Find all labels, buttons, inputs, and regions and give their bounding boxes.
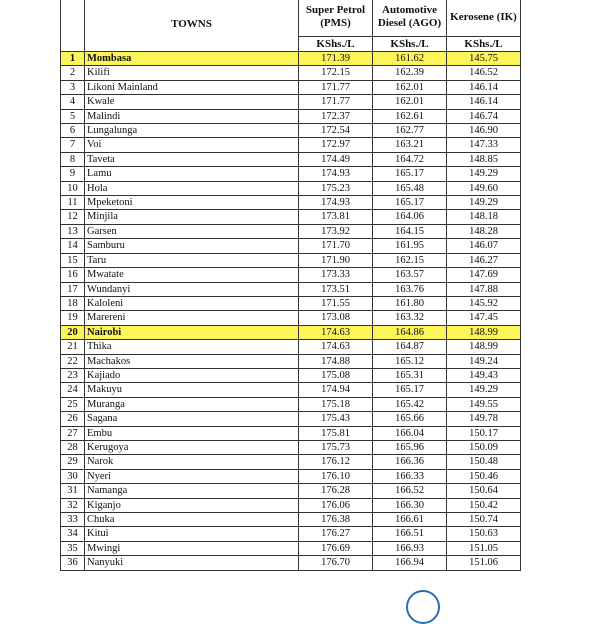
pms-price: 174.63 <box>299 340 373 354</box>
pms-price: 171.39 <box>299 52 373 66</box>
ago-price: 164.72 <box>373 152 447 166</box>
row-number: 27 <box>61 426 85 440</box>
row-number: 34 <box>61 527 85 541</box>
pms-price: 176.38 <box>299 513 373 527</box>
table-row <box>61 325 521 339</box>
row-number: 4 <box>61 95 85 109</box>
ago-price: 162.39 <box>373 66 447 80</box>
town-name: Mpeketoni <box>85 196 299 210</box>
table-row <box>61 239 521 253</box>
table-row <box>61 296 521 310</box>
ik-price: 149.29 <box>447 167 521 181</box>
row-number: 20 <box>61 325 85 339</box>
ik-price: 147.45 <box>447 311 521 325</box>
logo-seal <box>406 590 440 624</box>
town-name: Garsen <box>85 224 299 238</box>
table-row <box>61 412 521 426</box>
row-number: 29 <box>61 455 85 469</box>
ik-price: 148.99 <box>447 340 521 354</box>
table-body <box>61 52 521 571</box>
ik-price: 146.74 <box>447 109 521 123</box>
town-name: Makuyu <box>85 383 299 397</box>
table-row <box>61 210 521 224</box>
row-number: 26 <box>61 412 85 426</box>
town-name: Marereni <box>85 311 299 325</box>
town-name: Kaloleni <box>85 296 299 310</box>
table-row <box>61 556 521 570</box>
town-name: Taru <box>85 253 299 267</box>
ik-price: 148.28 <box>447 224 521 238</box>
row-number: 25 <box>61 397 85 411</box>
pms-price: 176.69 <box>299 541 373 555</box>
town-name: Wundanyi <box>85 282 299 296</box>
table-row <box>61 455 521 469</box>
row-number: 23 <box>61 368 85 382</box>
pms-price: 175.81 <box>299 426 373 440</box>
row-number: 32 <box>61 498 85 512</box>
ik-price: 146.14 <box>447 95 521 109</box>
table-row <box>61 80 521 94</box>
table-row <box>61 224 521 238</box>
ik-price: 150.64 <box>447 484 521 498</box>
ik-price: 146.27 <box>447 253 521 267</box>
table-row <box>61 152 521 166</box>
ago-price: 162.01 <box>373 80 447 94</box>
ik-price: 146.52 <box>447 66 521 80</box>
fuel-price-table <box>60 0 521 571</box>
ik-price: 149.78 <box>447 412 521 426</box>
ik-price: 149.55 <box>447 397 521 411</box>
pms-price: 173.81 <box>299 210 373 224</box>
ik-price: 148.18 <box>447 210 521 224</box>
ik-price: 150.17 <box>447 426 521 440</box>
town-name: Malindi <box>85 109 299 123</box>
row-number: 31 <box>61 484 85 498</box>
town-name: Kilifi <box>85 66 299 80</box>
row-number: 10 <box>61 181 85 195</box>
ik-price: 146.90 <box>447 124 521 138</box>
ago-price: 166.94 <box>373 556 447 570</box>
pms-price: 171.70 <box>299 239 373 253</box>
pms-price: 176.12 <box>299 455 373 469</box>
ago-price: 166.51 <box>373 527 447 541</box>
unit-ik: KShs./L <box>447 37 521 52</box>
pms-price: 176.28 <box>299 484 373 498</box>
town-name: Nyeri <box>85 469 299 483</box>
pms-price: 174.88 <box>299 354 373 368</box>
ago-price: 162.61 <box>373 109 447 123</box>
row-number: 30 <box>61 469 85 483</box>
row-number: 35 <box>61 541 85 555</box>
table-row <box>61 484 521 498</box>
town-name: Minjila <box>85 210 299 224</box>
header-ik: Kerosene (IK) <box>447 0 521 37</box>
row-number: 14 <box>61 239 85 253</box>
ik-price: 151.06 <box>447 556 521 570</box>
pms-price: 173.51 <box>299 282 373 296</box>
ik-price: 150.48 <box>447 455 521 469</box>
town-name: Voi <box>85 138 299 152</box>
pms-price: 176.70 <box>299 556 373 570</box>
row-number: 17 <box>61 282 85 296</box>
table-row <box>61 340 521 354</box>
ago-price: 163.21 <box>373 138 447 152</box>
ago-price: 166.33 <box>373 469 447 483</box>
ik-price: 149.29 <box>447 383 521 397</box>
town-name: Kiganjo <box>85 498 299 512</box>
pms-price: 174.63 <box>299 325 373 339</box>
ik-price: 149.29 <box>447 196 521 210</box>
row-number: 3 <box>61 80 85 94</box>
town-name: Mwatate <box>85 268 299 282</box>
row-number: 1 <box>61 52 85 66</box>
ago-price: 165.48 <box>373 181 447 195</box>
town-name: Narok <box>85 455 299 469</box>
ago-price: 165.12 <box>373 354 447 368</box>
town-name: Embu <box>85 426 299 440</box>
town-name: Chuka <box>85 513 299 527</box>
town-name: Hola <box>85 181 299 195</box>
row-number: 18 <box>61 296 85 310</box>
table-row <box>61 181 521 195</box>
pms-price: 172.97 <box>299 138 373 152</box>
pms-price: 171.77 <box>299 95 373 109</box>
ago-price: 163.57 <box>373 268 447 282</box>
ago-price: 164.06 <box>373 210 447 224</box>
row-number: 15 <box>61 253 85 267</box>
pms-price: 172.54 <box>299 124 373 138</box>
town-name: Taveta <box>85 152 299 166</box>
town-name: Lamu <box>85 167 299 181</box>
ago-price: 165.31 <box>373 368 447 382</box>
pms-price: 175.73 <box>299 440 373 454</box>
table-row <box>61 253 521 267</box>
town-name: Lungalunga <box>85 124 299 138</box>
row-number: 24 <box>61 383 85 397</box>
pms-price: 173.08 <box>299 311 373 325</box>
row-number: 19 <box>61 311 85 325</box>
pms-price: 176.27 <box>299 527 373 541</box>
town-name: Kitui <box>85 527 299 541</box>
town-name: Kajiado <box>85 368 299 382</box>
pms-price: 175.08 <box>299 368 373 382</box>
table-row <box>61 498 521 512</box>
ik-price: 150.09 <box>447 440 521 454</box>
row-number: 21 <box>61 340 85 354</box>
table-row <box>61 368 521 382</box>
pms-price: 172.37 <box>299 109 373 123</box>
table-row <box>61 52 521 66</box>
pms-price: 171.90 <box>299 253 373 267</box>
ik-price: 150.46 <box>447 469 521 483</box>
row-number: 33 <box>61 513 85 527</box>
header-pms: Super Petrol (PMS) <box>299 0 373 37</box>
row-number: 12 <box>61 210 85 224</box>
row-number: 2 <box>61 66 85 80</box>
ik-price: 147.33 <box>447 138 521 152</box>
table-row <box>61 196 521 210</box>
row-number: 5 <box>61 109 85 123</box>
town-name: Thika <box>85 340 299 354</box>
ago-price: 164.86 <box>373 325 447 339</box>
ago-price: 161.95 <box>373 239 447 253</box>
ago-price: 165.17 <box>373 383 447 397</box>
ago-price: 165.42 <box>373 397 447 411</box>
row-number: 6 <box>61 124 85 138</box>
ago-price: 166.36 <box>373 455 447 469</box>
ik-price: 148.85 <box>447 152 521 166</box>
ago-price: 164.87 <box>373 340 447 354</box>
pms-price: 175.18 <box>299 397 373 411</box>
ago-price: 163.32 <box>373 311 447 325</box>
pms-price: 174.93 <box>299 196 373 210</box>
table-row <box>61 311 521 325</box>
town-name: Kwale <box>85 95 299 109</box>
town-name: Machakos <box>85 354 299 368</box>
pms-price: 175.43 <box>299 412 373 426</box>
pms-price: 176.10 <box>299 469 373 483</box>
row-number: 16 <box>61 268 85 282</box>
ago-price: 165.17 <box>373 167 447 181</box>
table-row <box>61 167 521 181</box>
ik-price: 147.88 <box>447 282 521 296</box>
pms-price: 171.77 <box>299 80 373 94</box>
table-row <box>61 426 521 440</box>
ago-price: 162.77 <box>373 124 447 138</box>
table-row <box>61 527 521 541</box>
row-number: 22 <box>61 354 85 368</box>
ago-price: 163.76 <box>373 282 447 296</box>
ik-price: 150.74 <box>447 513 521 527</box>
table-row <box>61 66 521 80</box>
ago-price: 166.61 <box>373 513 447 527</box>
ik-price: 146.14 <box>447 80 521 94</box>
ik-price: 145.92 <box>447 296 521 310</box>
table-row <box>61 282 521 296</box>
table-row <box>61 513 521 527</box>
pms-price: 173.92 <box>299 224 373 238</box>
row-number: 8 <box>61 152 85 166</box>
ago-price: 166.52 <box>373 484 447 498</box>
header-number <box>61 0 85 52</box>
town-name: Mwingi <box>85 541 299 555</box>
ik-price: 147.69 <box>447 268 521 282</box>
table-row <box>61 440 521 454</box>
table-row <box>61 268 521 282</box>
pms-price: 174.94 <box>299 383 373 397</box>
table-row <box>61 383 521 397</box>
table-row <box>61 124 521 138</box>
ik-price: 149.24 <box>447 354 521 368</box>
town-name: Samburu <box>85 239 299 253</box>
ago-price: 166.30 <box>373 498 447 512</box>
ago-price: 165.96 <box>373 440 447 454</box>
town-name: Kerugoya <box>85 440 299 454</box>
unit-pms: KShs./L <box>299 37 373 52</box>
pms-price: 172.15 <box>299 66 373 80</box>
row-number: 36 <box>61 556 85 570</box>
ago-price: 165.17 <box>373 196 447 210</box>
town-name: Nanyuki <box>85 556 299 570</box>
ago-price: 161.62 <box>373 52 447 66</box>
table-header-row <box>61 0 521 37</box>
ago-price: 162.01 <box>373 95 447 109</box>
table-row <box>61 109 521 123</box>
town-name: Nairobi <box>85 325 299 339</box>
unit-ago: KShs./L <box>373 37 447 52</box>
ik-price: 150.42 <box>447 498 521 512</box>
table-row <box>61 95 521 109</box>
row-number: 9 <box>61 167 85 181</box>
town-name: Namanga <box>85 484 299 498</box>
pms-price: 173.33 <box>299 268 373 282</box>
pms-price: 171.55 <box>299 296 373 310</box>
town-name: Sagana <box>85 412 299 426</box>
ago-price: 162.15 <box>373 253 447 267</box>
ago-price: 165.66 <box>373 412 447 426</box>
ik-price: 149.60 <box>447 181 521 195</box>
pms-price: 175.23 <box>299 181 373 195</box>
row-number: 7 <box>61 138 85 152</box>
pms-price: 174.93 <box>299 167 373 181</box>
ik-price: 145.75 <box>447 52 521 66</box>
ik-price: 151.05 <box>447 541 521 555</box>
header-towns: TOWNS <box>85 0 299 52</box>
ik-price: 149.43 <box>447 368 521 382</box>
town-name: Mombasa <box>85 52 299 66</box>
ik-price: 150.63 <box>447 527 521 541</box>
ago-price: 166.04 <box>373 426 447 440</box>
pms-price: 174.49 <box>299 152 373 166</box>
ago-price: 166.93 <box>373 541 447 555</box>
row-number: 11 <box>61 196 85 210</box>
town-name: Likoni Mainland <box>85 80 299 94</box>
table-row <box>61 541 521 555</box>
pms-price: 176.06 <box>299 498 373 512</box>
table-row <box>61 397 521 411</box>
ik-price: 146.07 <box>447 239 521 253</box>
ago-price: 161.80 <box>373 296 447 310</box>
table-row <box>61 354 521 368</box>
table-row <box>61 469 521 483</box>
row-number: 28 <box>61 440 85 454</box>
town-name: Muranga <box>85 397 299 411</box>
ik-price: 148.99 <box>447 325 521 339</box>
row-number: 13 <box>61 224 85 238</box>
ago-price: 164.15 <box>373 224 447 238</box>
header-ago: Automotive Diesel (AGO) <box>373 0 447 37</box>
table-row <box>61 138 521 152</box>
